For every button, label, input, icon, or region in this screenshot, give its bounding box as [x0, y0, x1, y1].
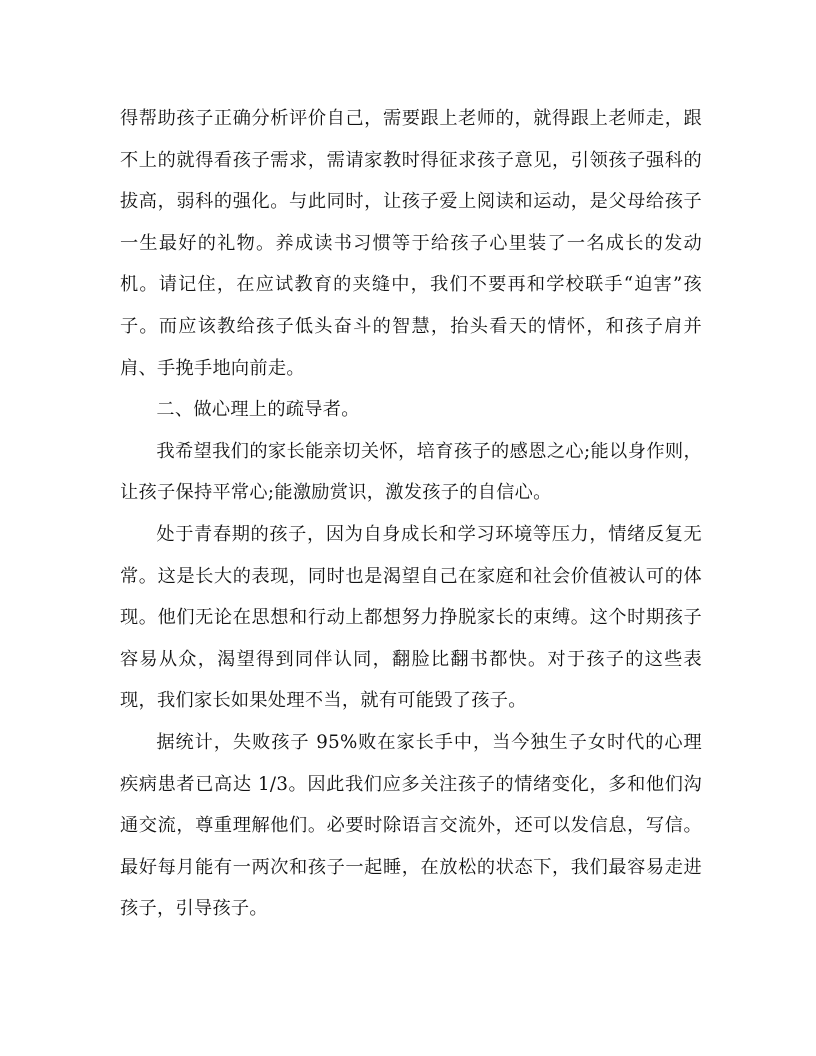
- paragraph: 我希望我们的家长能亲切关怀，培育孩子的感恩之心;能以身作则，让孩子保持平常心;能激励赏识，激发孩子的自信心。: [120, 440, 702, 504]
- section-heading: 二、做心理上的疏导者。: [156, 399, 360, 421]
- paragraph: 据统计，失败孩子 95%败在家长手中，当今独生子女时代的心理疾病患者已高达 1/3。因此我们应多关注孩子的情绪变化，多和他们沟通交流，尊重理解他们。必要时除语言交流外，还可以发信息，写信。最好每月能有一两次和孩子一起睡，在放松的状态下，我们最容易走进孩子，引导孩子。: [120, 731, 702, 920]
- paragraph-continuation: 得帮助孩子正确分析评价自己，需要跟上老师的，就得跟上老师走，跟不上的就得看孩子需求，需请家教时得征求孩子意见，引领孩子强科的拔高，弱科的强化。与此同时，让孩子爱上阅读和运动，是父母给孩子一生最好的礼物。养成读书习惯等于给孩子心里装了一名成长的发动机。请记住，在应试教育的夹缝中，我们不要再和学校联手“迫害”孩子。而应该教给孩子低头奋斗的智慧，抬头看天的情怀，和孩子肩并肩、手挽手地向前走。: [120, 108, 702, 379]
- paragraph: 处于青春期的孩子，因为自身成长和学习环境等压力，情绪反复无常。这是长大的表现，同时也是渴望自己在家庭和社会价值被认可的体现。他们无论在思想和行动上都想努力挣脱家长的束缚。这个时期孩子容易从众，渴望得到同伴认同，翻脸比翻书都快。对于孩子的这些表现，我们家长如果处理不当，就有可能毁了孩子。: [120, 523, 702, 712]
- document-page: [120, 98, 702, 930]
